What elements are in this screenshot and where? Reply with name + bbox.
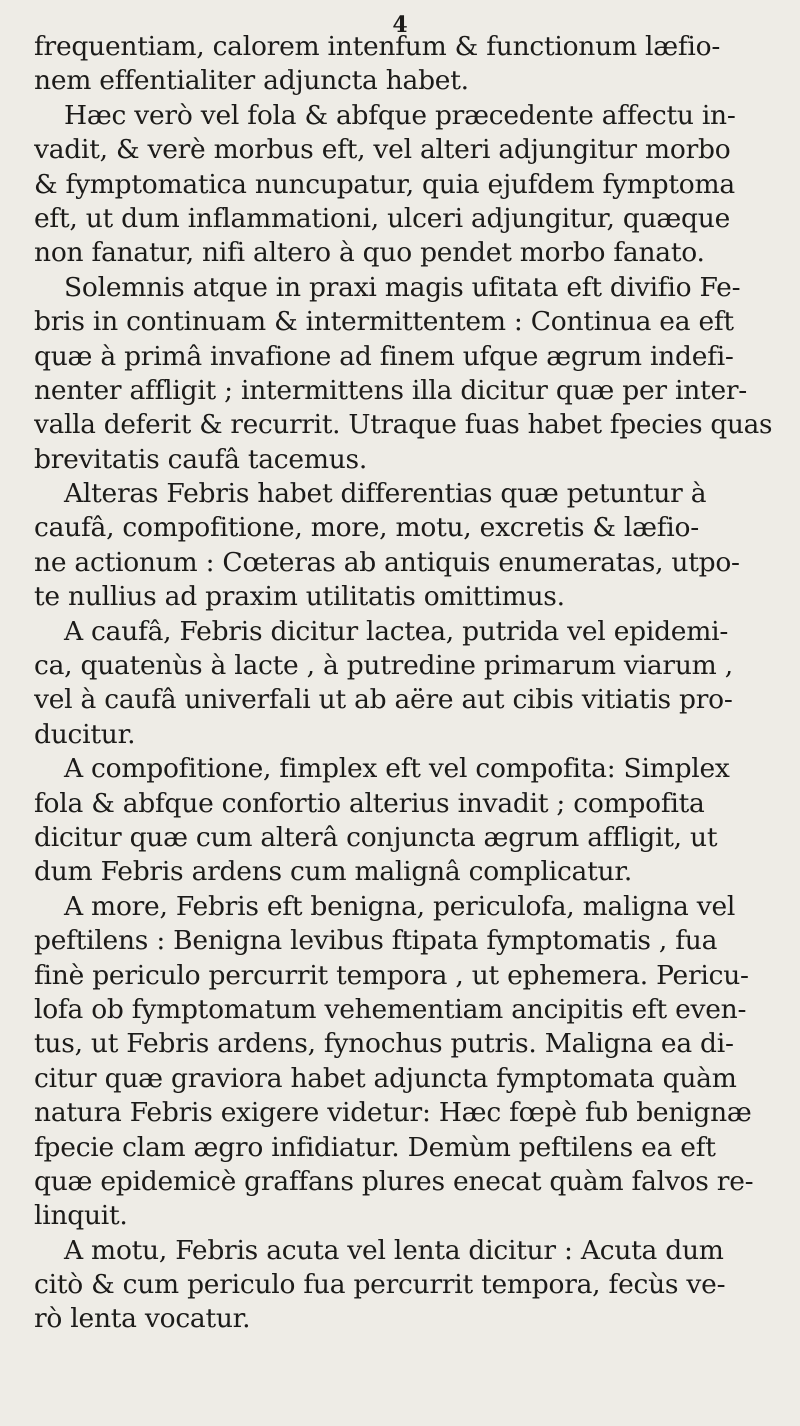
text-line: citò & cum periculo fua percurrit tempora, fecùs ve- [34,1269,726,1301]
text-line: A caufâ, Febris dicitur lactea, putrida vel epidemi- [64,615,729,647]
text-line: tus, ut Febris ardens, fynochus putris. Maligna ea di- [34,1028,734,1060]
text-line: Solemnis atque in praxi magis ufitata eft divifio Fe- [64,271,741,303]
text-line: peftilens : Benigna levibus ftipata fymptomatis , fua [34,925,718,957]
text-line: valla deferit & recurrit. Utraque fuas habet fpecies quas [34,410,772,441]
text-line: citur quæ graviora habet adjuncta fymptomata quàm [34,1062,737,1094]
text-line: natura Febris exigere videtur: Hæc fœpè fub benignæ [34,1097,752,1129]
text-line: rò lenta vocatur. [34,1303,251,1335]
text-line: fpecie clam ægro infidiatur. Demùm peftilens ea eft [34,1131,716,1163]
text-line: ducitur. [34,718,136,750]
text-line: Hæc verò vel fola & abfque præcedente affectu in- [64,99,736,131]
text-line: Alteras Febris habet differentias quæ petuntur à [64,478,707,510]
text-line: fola & abfque confortio alterius invadit ; compofita [34,787,705,819]
text-line: frequentiam, calorem intenfum & functionum læfio- [34,31,721,62]
text-line: bris in continuam & intermittentem : Continua ea eft [34,306,734,338]
text-line: A more, Febris eft benigna, periculofa, maligna vel [64,890,736,922]
text-line: quæ epidemicè graffans plures enecat quàm falvos re- [34,1165,754,1197]
text-line: ca, quatenùs à lacte , à putredine primarum viarum , [34,650,733,682]
text-line: dicitur quæ cum alterâ conjuncta ægrum affligit, ut [34,821,718,853]
text-line: non fanatur, nifi altero à quo pendet morbo fanato. [34,237,705,269]
text-line: nenter affligit ; intermittens illa dicitur quæ per inter- [34,374,747,406]
text-line: ne actionum : Cœteras ab antiquis enumeratas, utpo- [34,546,740,578]
text-line: vel à caufâ univerfali ut ab aëre aut cibis vitiatis pro- [34,684,733,716]
text-line: dum Febris ardens cum malignâ complicatur. [34,856,633,888]
text-line: caufâ, compofitione, more, motu, excretis & læfio- [34,512,699,544]
text-line: & fymptomatica nuncupatur, quia ejufdem fymptoma [34,168,735,200]
page-number: 4 [392,12,408,38]
text-line: nem effentialiter adjuncta habet. [34,65,469,97]
text-line: A motu, Febris acuta vel lenta dicitur : Acuta dum [64,1234,724,1266]
text-line: brevitatis caufâ tacemus. [34,443,368,475]
text-line: vadit, & verè morbus eft, vel alteri adjungitur morbo [34,134,731,166]
text-line: A compofitione, fimplex eft vel compofita: Simplex [64,753,730,785]
text-line: lofa ob fymptomatum vehementiam ancipitis eft even- [34,993,747,1025]
text-line: te nullius ad praxim utilitatis omittimus. [34,581,565,613]
text-line: linquit. [34,1200,128,1232]
body-text [34,30,772,1337]
text-line: finè periculo percurrit tempora , ut ephemera. Pericu- [34,959,749,991]
text-line: quæ à primâ invafione ad finem ufque ægrum indefi- [34,340,734,372]
text-line: eft, ut dum inflammationi, ulceri adjungitur, quæque [34,202,731,234]
